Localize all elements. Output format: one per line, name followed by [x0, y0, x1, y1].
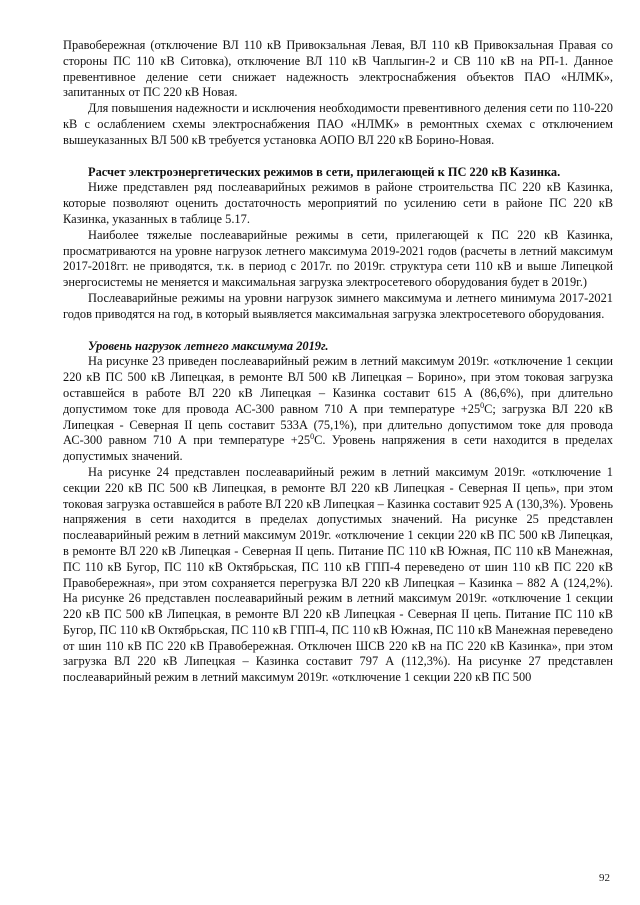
degree-superscript: 0 — [310, 432, 315, 442]
paragraph-postfault-intro: Ниже представлен ряд послеаварийных режимов в районе строительства ПС 220 кВ Казинка, которые позволяют оценить достаточность мероприятий по усилению сети в районе ПС 220 кВ Казинка, указанных в таблице 5.17. — [63, 180, 613, 226]
page-number: 92 — [599, 872, 610, 884]
section-heading-kazinka: Расчет электроэнергетических режимов в сети, прилегающей к ПС 220 кВ Казинка. — [88, 164, 561, 179]
paragraph-winter-summer-regimes: Послеаварийные режимы на уровни нагрузок зимнего максимума и летнего минимума 2017-2021 годов приводятся на год, в который выявляется максимальная загрузка электросетевого оборудования. — [63, 290, 613, 321]
document-page — [63, 38, 613, 686]
figure-23-text-part-3: С. Уровень напряжения в сети находится в пределах допустимых значений. — [63, 433, 614, 464]
spacer — [63, 149, 613, 165]
paragraph-figures-24-27: На рисунке 24 представлен послеаварийный режим в летний максимум 2019г. «отключение 1 секции 220 кВ ПС 500 кВ Липецкая, в ремонте ВЛ 220 кВ Липецкая - Северная II цепь», при этом токовая загрузка оставшейся в работе ВЛ 220 кВ Липецкая – Казинка составит 925 А (130,3%). Уровень напряжения в сети находится в пределах допустимых значений. На рисунке 25 представлен послеаварийный режим в летний максимум 2019г. «отключение 1 секции 220 кВ ПС 500 кВ Липецкая, в ремонте ВЛ 220 кВ Липецкая - Северная II цепь. Питание ПС 110 кВ Южная, ПС 110 кВ Манежная, ПС 110 кВ Бугор, ПС 110 кВ Октябрьская, ПС 110 кВ ГПП-4 переведено от шин 110 кВ ПС 220 кВ Правобережная», при этом сохраняется перегрузка ВЛ 220 кВ Липецкая – Казинка – 882 А (124,2%). На рисунке 26 представлен послеаварийный режим в летний максимум 2019г. «отключение 1 секции 220 кВ ПС 500 кВ Липецкая, в ремонте ВЛ 220 кВ Липецкая - Северная II цепь. Питание ПС 110 кВ Бугор, ПС 110 кВ Октябрьская, ПС 110 кВ ГПП-4, ПС 110 кВ Южная, ПС 110 кВ Манежная переведено от шин 110 кВ ПС 220 кВ Правобережная. Отключен ШСВ 220 кВ на ПС 220 кВ Казинка», при этом загрузка ВЛ 220 кВ Липецкая – Казинка составит 797 А (112,3%). На рисунке 27 представлен послеаварийный режим в летний максимум 2019г. «отключение 1 секции 220 кВ ПС 500 — [63, 464, 613, 685]
paragraph-heaviest-regimes: Наиболее тяжелые послеаварийные режимы в сети, прилегающей к ПС 220 кВ Казинка, просматриваются на уровне нагрузок летнего максимума 2019-2021 годов (расчеты в летний максимум 2017-2018гг. не приводятся, т.к. в период с 2017г. по 2019г. структура сети 110 кВ и выше Липецкой энергосистемы не меняется и максимальная загрузка электросетевого оборудования будет в 2019г.) — [63, 227, 613, 290]
paragraph-aopo-requirement: Для повышения надежности и исключения необходимости превентивного деления сети по 110-220 кВ с ослаблением схемы электроснабжения ПАО «НЛМК» в ремонтных схемах с отключением вышеуказанных ВЛ 500 кВ требуется установка АОПО ВЛ 220 кВ Борино-Новая. — [63, 101, 613, 147]
degree-superscript: 0 — [480, 400, 485, 410]
spacer — [63, 323, 613, 339]
figure-23-text-part-1: На рисунке 23 приведен послеаварийный режим в летний максимум 2019г. «отключение 1 секции 220 кВ ПС 500 кВ Липецкая, в ремонте ВЛ 500 кВ Липецкая – Борино», при этом токовая загрузка оставшейся в работе ВЛ 220 кВ Липецкая – Казинка составит 615 А (86,6%), при длительно допустимом токе для провода АС-300 равном 710 А при температуре +25 — [63, 354, 613, 416]
paragraph-figure-23 — [63, 354, 613, 465]
figure-23-text-part-2: С; загрузка ВЛ 220 кВ Липецкая - Северная II цепь составит 533А (75,1%), при длительно допустимом токе для провода АС-300 равном 710 А при температуре +25 — [63, 401, 614, 448]
paragraph-preventive-division: Правобережная (отключение ВЛ 110 кВ Привокзальная Левая, ВЛ 110 кВ Привокзальная Правая со стороны ПС 110 кВ Ситовка), отключение ВЛ 110 кВ Чаплыгин-2 и СВ 110 кВ на РП-1. Данное превентивное деление сети снижает надежность электроснабжения объектов ПАО «НЛМК», запитанных от ПС 220 кВ Новая. — [63, 38, 613, 100]
section-heading-summer-max-2019: Уровень нагрузок летнего максимума 2019г. — [88, 338, 329, 353]
